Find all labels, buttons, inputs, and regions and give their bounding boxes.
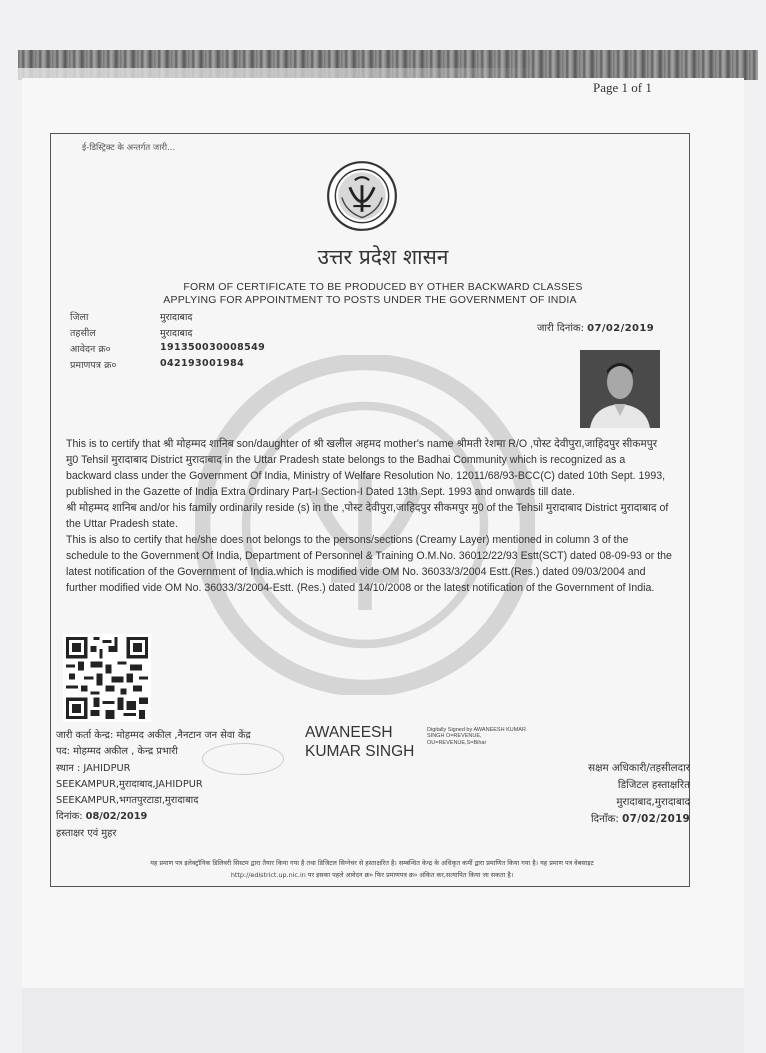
issuer-center: जारी कर्ता केन्द्र: मोहम्मद अकील ,नैनटान जन सेवा केंद्र [56,730,251,741]
digital-signature-details [427,727,526,746]
issuer-place: स्थान : JAHIDPUR [56,762,131,774]
qr-code-icon [62,634,152,722]
signature-detail-3: OU=REVENUE,S=Bihar [427,739,487,746]
officer-digitally-signed: डिजिटल हस्ताक्षरित [617,779,690,791]
applicant-photo [580,350,660,428]
certificate-number-label: प्रमाणपत्र क्र० [70,360,117,371]
competent-officer-block [552,760,690,828]
application-number-label: आवेदन क्र० [70,344,111,355]
district-label: जिला [70,312,89,323]
officer-place: मुरादाबाद,मुरादाबाद [616,796,690,808]
issuer-date-value: 08/02/2019 [85,811,148,823]
issuer-date-label: दिनांक: [56,811,83,823]
scan-bottom-area [22,988,744,1053]
issuer-stamp-icon [202,743,284,775]
issued-under-note: ई-डिस्ट्रिक्ट के अन्तर्गत जारी... [82,143,176,153]
signature-detail-1: Digitally Signed by AWANEESH KUMAR [427,727,526,733]
issuer-address-2: SEEKAMPUR,भगतपुरटाडा,मुरादाबाद [56,795,199,807]
application-number-value: 191350030008549 [160,342,266,353]
footer-note-1: यह प्रमाण पत्र इलेक्ट्रॉनिक डिलिवरी सिस्टम द्वारा तैयार किया गया है तथा डिजिटल सिग्नेचर से हस्ताक्षरित है। सम्बन्धित केन्द्र के अधिकृत कर्मी द्वारा प्रमाणित किया गया है। यह प्रमाण पत्र वेबसाइट [150,859,594,867]
body-paragraph-2: श्री मोहम्मद शानिब and/or his family ordinarily reside (s) in the ,पोस्ट देवीपुरा,जाहिदपुर सीकमपुर मु0 of the Tehsil मुरादाबाद District मुरादाबाद of the Uttar Pradesh state. [66,502,669,530]
digital-signature-name [305,723,414,761]
body-paragraph-3: This is also to certify that he/she does not belongs to the persons/sections (Creamy Layer) mentioned in column 3 of the schedule to the Government Of India, Department of Personnel & Training O.M.No. 36012/22/93 Estt(SCT) dated 08-09-93 or the latest notification of the Government of India.which is modified vide OM No. 36033/3/2004 Estt.(Res.) dated 09/03/2004 and further modified vide OM No. 36033/3/2004-Estt. (Res.) dated 14/10/2008 or the latest notification of the Government of India. [66,534,672,594]
tehsil-label: तहसील [70,328,96,339]
issuer-date [56,809,251,825]
officer-date-value: 07/02/2019 [622,813,690,825]
signature-detail-2: SINGH O=REVENUE, [427,733,482,740]
body-paragraph-1: This is to certify that श्री मोहम्मद शानिब son/daughter of श्री खलील अहमद mother's name श्रीमती रेशमा R/O ,पोस्ट देवीपुरा,जाहिदपुर सीकमपुर मु0 Tehsil मुरादाबाद District मुरादाबाद in the Uttar Pradesh state belongs to the Badhai Community which is recognized as a backward class under the Government Of India, Ministry of Welfare Resolution No. 12011/68/93-BCC(C) dated 10th Sept. 1993, published in the Gazette of India Extra Ordinary Part-I Section-I Dated 13th Sept. 1993 and onwards till date. [66,438,666,498]
certificate-body [66,436,672,596]
signer-name-line-2: KUMAR SINGH [305,743,415,760]
officer-title: सक्षम अधिकारी/तहसीलदार [588,762,690,774]
footer-note-2: http://edistrict.up.nic.in पर इसका पहले आवेदन क्र० फिर प्रमाणपत्र क्र० अंकित कर,सत्यापित किया जा सकता है। [230,871,514,879]
issuer-post: पद: मोहम्मद अकील , केन्द्र प्रभारी [56,746,178,758]
tehsil-value: मुरादाबाद [160,328,193,339]
page-number: Page 1 of 1 [593,80,652,95]
applicant-portrait-icon [580,350,660,428]
issue-date-value: 07/02/2019 [587,323,655,334]
officer-date [552,811,690,828]
signer-name-line-1: AWANEESH [305,724,393,741]
officer-date-label: दिनाँक: [590,813,619,825]
issue-date-label: जारी दिनांक: [537,323,584,334]
issue-date [537,320,654,334]
certificate-number-value: 042193001984 [160,358,245,369]
up-government-emblem-icon [326,160,398,232]
government-title: उत्तर प्रदेश शासन [317,245,449,269]
form-title-line-2: APPLYING FOR APPOINTMENT TO POSTS UNDER THE GOVERNMENT OF INDIA [163,294,577,306]
form-title-line-1: FORM OF CERTIFICATE TO BE PRODUCED BY OTHER BACKWARD CLASSES [183,281,583,293]
issuer-address-1: SEEKAMPUR,मुरादाबाद,JAHIDPUR [56,778,203,790]
issuer-signature-label: हस्ताक्षर एवं मुहर [56,827,117,839]
district-value: मुरादाबाद [160,312,193,323]
